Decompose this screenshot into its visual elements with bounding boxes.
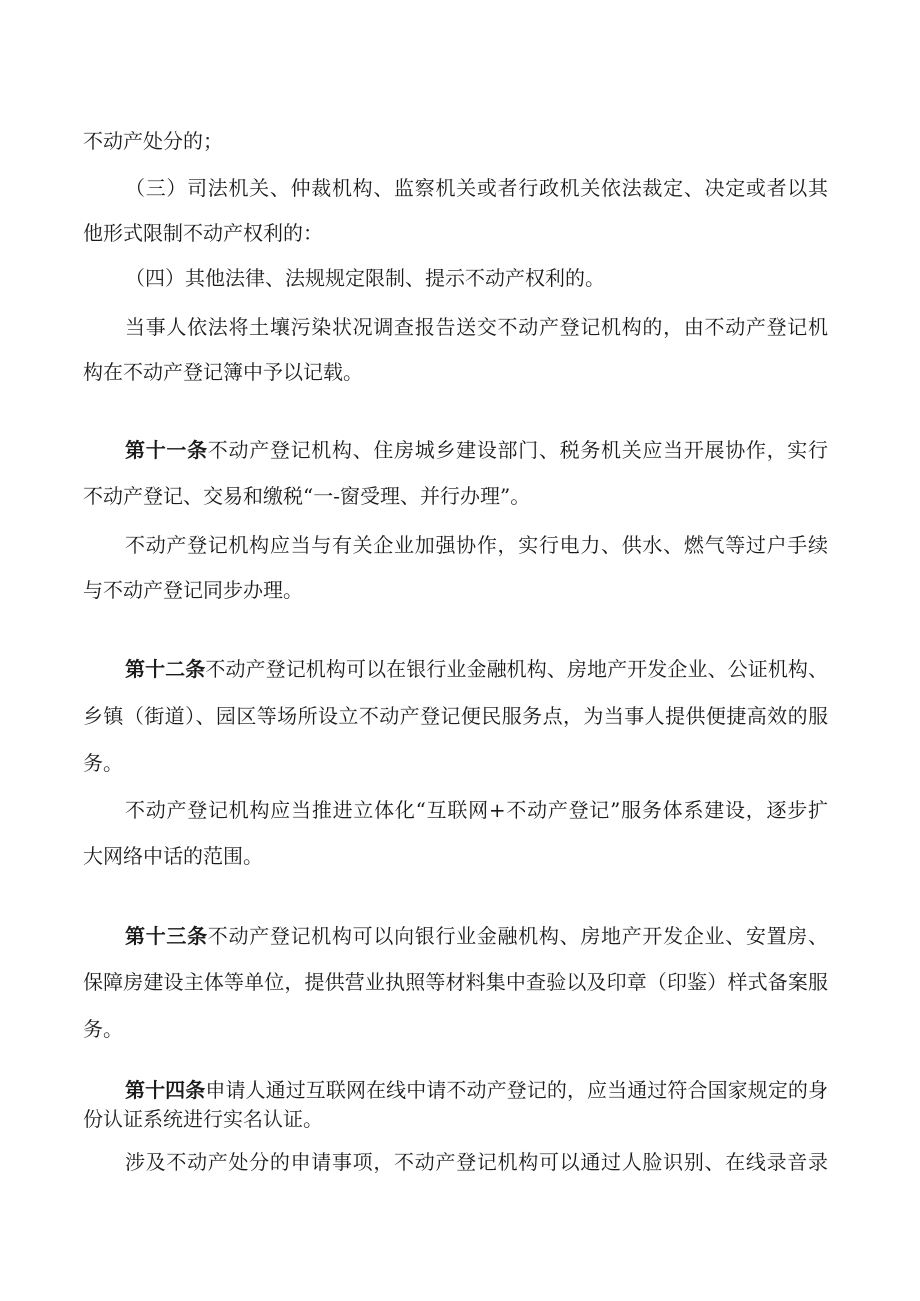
article-12-line-1: [125, 655, 828, 683]
article-13-line-1: [125, 922, 828, 950]
article-12-paragraph-2-line-1: 不动产登记机构应当推进立体化“互联网+不动产登记”服务体系建设，逐步扩: [125, 798, 828, 822]
article-11-line-2: 不动产登记、交易和缴税“一-窗受理、并行办理”。: [83, 484, 531, 508]
item-three-line-1: （三）司法机关、仲裁机构、监察机关或者行政机关依法裁定、决定或者以其: [125, 176, 828, 200]
article-11-paragraph-2-line-2: 与不动产登记同步办理。: [83, 578, 303, 602]
item-three-line-2: 他形式限制不动产权利的：: [83, 221, 323, 245]
article-14-paragraph-2-line-1: 涉及不动产处分的申请事项，不动产登记机构可以通过人脸识别、在线录音录: [125, 1150, 828, 1174]
article-11-line-1-text: 不动产登记机构、住房城乡建设部门、税务机关应当开展协作，实行: [207, 438, 828, 462]
article-11-paragraph-2-line-1: 不动产登记机构应当与有关企业加强协作，实行电力、供水、燃气等过户手续: [125, 533, 828, 557]
soil-report-paragraph-line-1: 当事人依法将土壤污染状况调查报告送交不动产登记机构的，由不动产登记机: [125, 315, 828, 339]
article-12-line-3: 务。: [83, 751, 123, 775]
article-14-line-1-text: 申请人通过互联网在线中请不动产登记的，应当通过符合国家规定的身: [205, 1078, 828, 1102]
soil-report-paragraph-line-2: 构在不动产登记簿中予以记载。: [83, 360, 363, 384]
article-14-line-2: 份认证系统进行实名认证。: [83, 1107, 323, 1131]
item-four-line-1: （四）其他法律、法规规定限制、提示不动产权利的。: [125, 266, 605, 290]
article-14-line-1: [125, 1076, 828, 1104]
article-12-paragraph-2-line-2: 大网络中话的范围。: [83, 844, 263, 868]
article-12-heading: 第十二条: [125, 657, 206, 681]
paragraph-continuation-line: 不动产处分的；: [83, 129, 223, 153]
article-13-line-3: 务。: [83, 1017, 123, 1041]
article-13-line-2: 保障房建设主体等单位，提供营业执照等材料集中查验以及印章（印鉴）样式备案服: [83, 970, 828, 994]
article-13-line-1-text: 不动产登记机构可以向银行业金融机构、房地产开发企业、安置房、: [207, 924, 828, 948]
article-11-heading: 第十一条: [125, 438, 208, 462]
article-13-heading: 第十三条: [125, 924, 208, 948]
article-14-heading: 第十四条: [125, 1078, 206, 1102]
article-12-line-2: 乡镇（街道）、园区等场所设立不动产登记便民服务点，为当事人提供便捷高效的服: [83, 704, 828, 728]
article-11-line-1: [125, 436, 828, 464]
article-12-line-1-text: 不动产登记机构可以在银行业金融机构、房地产开发企业、公证机构、: [205, 657, 828, 681]
